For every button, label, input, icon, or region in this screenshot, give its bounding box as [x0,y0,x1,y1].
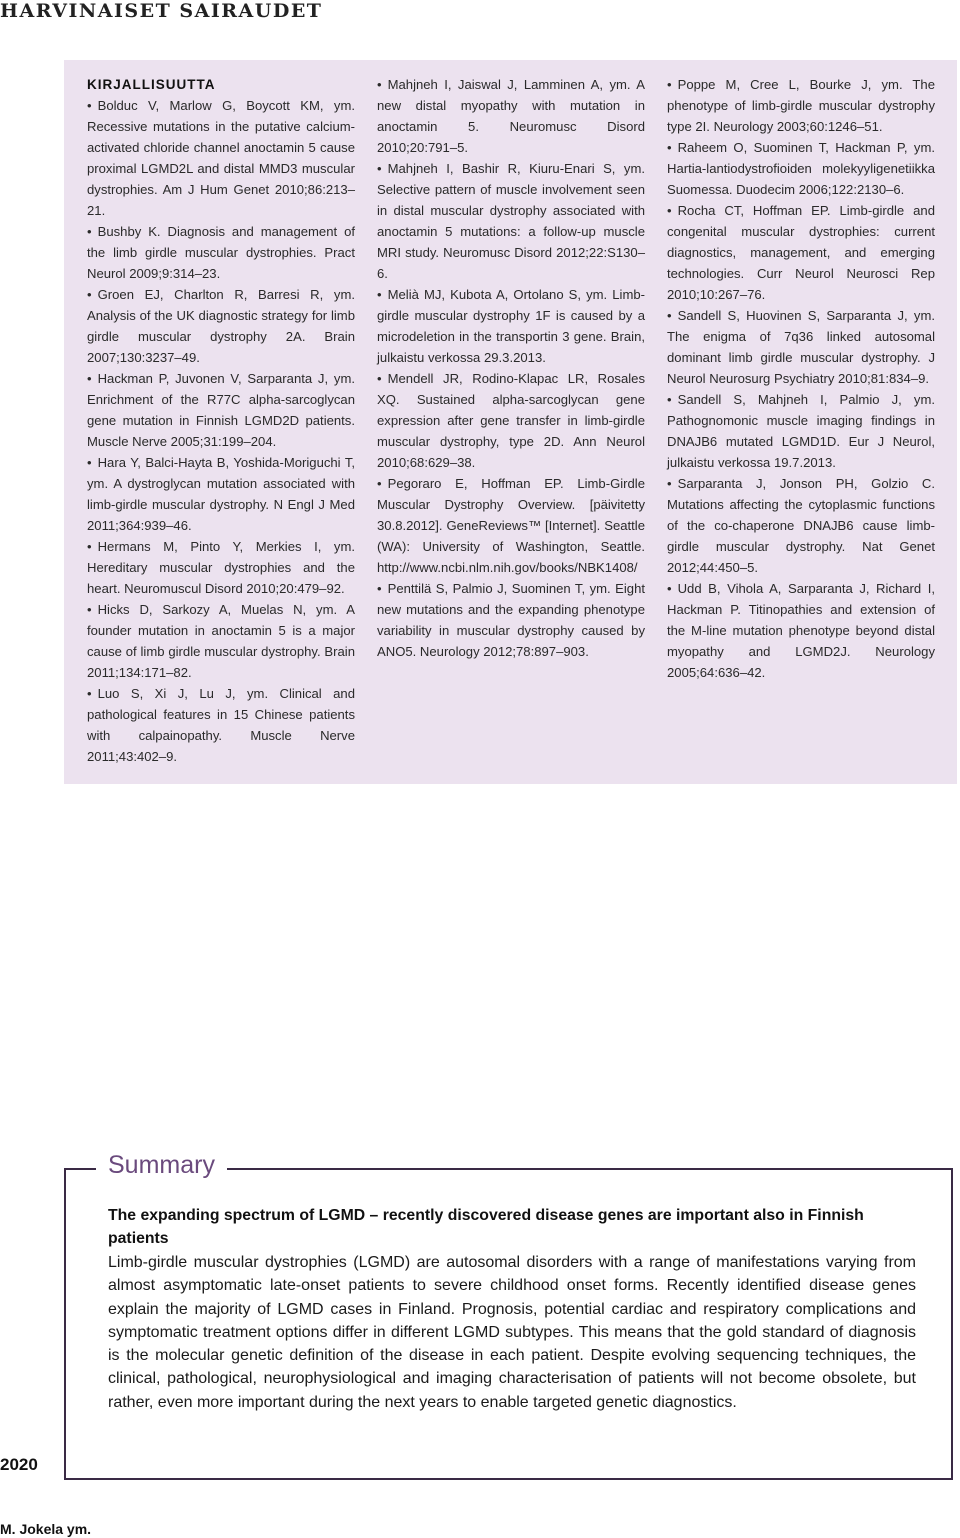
reference-item [87,683,355,767]
reference-text: Sarparanta J, Jonson PH, Golzio C. Mutations affecting the cytoplasmic functions of the co-chaperone DNAJB6 cause limb-girdle muscular dystrophy. Nat Genet 2012;44:450–5. [667,476,935,575]
reference-item [377,368,645,473]
bullet-icon: • [377,161,382,176]
bullet-icon: • [87,539,92,554]
reference-text: Sandell S, Huovinen S, Sarparanta J, ym. The enigma of 7q36 linked autosomal dominant limb girdle muscular dystrophy. J Neurol Neurosurg Psychiatry 2010;81:834–9. [667,308,935,386]
reference-text: Bushby K. Diagnosis and management of the limb girdle muscular dystrophies. Pract Neurol 2009;9:314–23. [87,224,355,281]
reference-list-2 [377,74,645,662]
bullet-icon: • [377,371,382,386]
bullet-icon: • [667,476,672,491]
references-heading: KIRJALLISUUTTA [87,77,216,92]
references-column-2 [377,74,645,662]
summary-heading: The expanding spectrum of LGMD – recently discovered disease genes are important also in Finnish patients [108,1207,864,1247]
bullet-icon: • [87,455,92,470]
reference-text: Bolduc V, Marlow G, Boycott KM, ym. Recessive mutations in the putative calcium-activated chloride channel anoctamin 5 cause proximal LGMD2L and distal MMD3 muscular dystrophies. Am J Hum Genet 2010;86:213–21. [87,98,355,218]
reference-item [87,284,355,368]
reference-item [87,368,355,452]
reference-item [377,284,645,368]
bullet-icon: • [377,287,382,302]
reference-text: Rocha CT, Hoffman EP. Limb-girdle and congenital muscular dystrophies: current diagnostics, management, and emerging technologies. Curr Neurol Neurosci Rep 2010;10:267–76. [667,203,935,302]
bullet-icon: • [87,371,92,386]
bullet-icon: • [667,581,672,596]
bullet-icon: • [667,392,672,407]
reference-text: Hara Y, Balci-Hayta B, Yoshida-Moriguchi T, ym. A dystroglycan mutation associated with limb-girdle muscular dystrophy. N Engl J Med 2011;364:939–46. [87,455,355,533]
reference-item [377,158,645,284]
summary-title: Summary [96,1151,227,1180]
reference-item [667,74,935,137]
reference-item [377,74,645,158]
reference-item [667,305,935,389]
running-head: HARVINAISET SAIRAUDET [0,0,323,22]
bullet-icon: • [87,224,92,239]
page-number: 2020 [0,1455,38,1474]
reference-item [667,578,935,683]
reference-item [667,137,935,200]
reference-item [87,221,355,284]
summary-frame-left-rule [64,1168,66,1478]
references-column-3 [667,74,935,683]
reference-item [377,473,645,578]
author-footer: M. Jokela ym. [0,1521,92,1537]
bullet-icon: • [87,602,92,617]
reference-item [87,599,355,683]
bullet-icon: • [667,140,672,155]
reference-list-1 [87,95,355,767]
reference-text: Raheem O, Suominen T, Hackman P, ym. Hartia-lantiodystrofioiden molekyyligenetiikka Suomessa. Duodecim 2006;122:2130–6. [667,140,935,197]
reference-text: Mahjneh I, Jaiswal J, Lamminen A, ym. A new distal myopathy with mutation in anoctamin 5. Neuromusc Disord 2010;20:791–5. [377,77,645,155]
reference-text: Poppe M, Cree L, Bourke J, ym. The phenotype of limb-girdle muscular dystrophy type 2I. Neurology 2003;60:1246–51. [667,77,935,134]
reference-item [667,473,935,578]
reference-text: Hermans M, Pinto Y, Merkies I, ym. Hereditary muscular dystrophies and the heart. Neuromuscul Disord 2010;20:479–92. [87,539,355,596]
reference-text: Udd B, Vihola A, Sarparanta J, Richard I, Hackman P. Titinopathies and extension of the M-line mutation phenotype beyond distal myopathy and LGMD2J. Neurology 2005;64:636–42. [667,581,935,680]
bullet-icon: • [667,77,672,92]
reference-text: Luo S, Xi J, Lu J, ym. Clinical and pathological features in 15 Chinese patients with calpainopathy. Muscle Nerve 2011;43:402–9. [87,686,355,764]
reference-item [87,452,355,536]
references-panel [64,60,957,784]
reference-item [87,95,355,221]
bullet-icon: • [667,203,672,218]
bullet-icon: • [87,686,92,701]
bullet-icon: • [87,98,92,113]
reference-text: Mahjneh I, Bashir R, Kiuru-Enari S, ym. Selective pattern of muscle involvement seen in distal muscular dystrophy associated with anoctamin 5 mutations: a follow-up muscle MRI study. Neuromusc Disord 2012;22:S130–6. [377,161,645,281]
reference-text: Melià MJ, Kubota A, Ortolano S, ym. Limb-girdle muscular dystrophy 1F is caused by a microdeletion in the transportin 3 gene. Brain, julkaistu verkossa 29.3.2013. [377,287,645,365]
bullet-icon: • [377,581,382,596]
reference-text: Hicks D, Sarkozy A, Muelas N, ym. A founder mutation in anoctamin 5 is a major cause of limb girdle muscular dystrophy. Brain 2011;134:171–82. [87,602,355,680]
bullet-icon: • [377,476,382,491]
reference-text: Penttilä S, Palmio J, Suominen T, ym. Eight new mutations and the expanding phenotype variability in muscular dystrophy caused by ANO5. Neurology 2012;78:897–903. [377,581,645,659]
reference-text: Mendell JR, Rodino-Klapac LR, Rosales XQ. Sustained alpha-sarcoglycan gene expression after gene transfer in limb-girdle muscular dystrophy, type 2D. Ann Neurol 2010;68:629–38. [377,371,645,470]
references-column-1 [87,74,355,767]
reference-text: Sandell S, Mahjneh I, Palmio J, ym. Pathognomonic muscle imaging findings in DNAJB6 mutated LGMD1D. Eur J Neurol, julkaistu verkossa 19.7.2013. [667,392,935,470]
reference-text: Hackman P, Juvonen V, Sarparanta J, ym. Enrichment of the R77C alpha-sarcoglycan gene mutation in Finnish LGMD2D patients. Muscle Nerve 2005;31:199–204. [87,371,355,449]
summary-body: Limb-girdle muscular dystrophies (LGMD) are autosomal disorders with a range of manifestations varying from almost asymptomatic late-onset patients to severe childhood onset forms. Recently identified disease genes explain the majority of LGMD cases in Finland. Prognosis, potential cardiac and respiratory complications and symptomatic treatment options differ in different LGMD subtypes. This means that the gold standard of diagnosis is the molecular genetic definition of the disease in each patient. Despite evolving sequencing techniques, the clinical, pathological, neurophysiological and imaging characterisation of patients will not become obsolete, but rather, even more important during the next years to enable targeted genetic diagnostics. [108,1254,916,1411]
reference-item [667,200,935,305]
bullet-icon: • [377,77,382,92]
bullet-icon: • [87,287,92,302]
reference-item [667,389,935,473]
reference-item [87,536,355,599]
bullet-icon: • [667,308,672,323]
reference-item [377,578,645,662]
reference-text: Pegoraro E, Hoffman EP. Limb-Girdle Muscular Dystrophy Overview. [päivitetty 30.8.2012]. GeneReviews™ [Internet]. Seattle (WA): University of Washington, Seattle. http://www.ncbi.nlm.nih.gov/books/NBK1408/ [377,476,645,575]
reference-list-3 [667,74,935,683]
reference-text: Groen EJ, Charlton R, Barresi R, ym. Analysis of the UK diagnostic strategy for limb girdle muscular dystrophy 2A. Brain 2007;130:3237–49. [87,287,355,365]
